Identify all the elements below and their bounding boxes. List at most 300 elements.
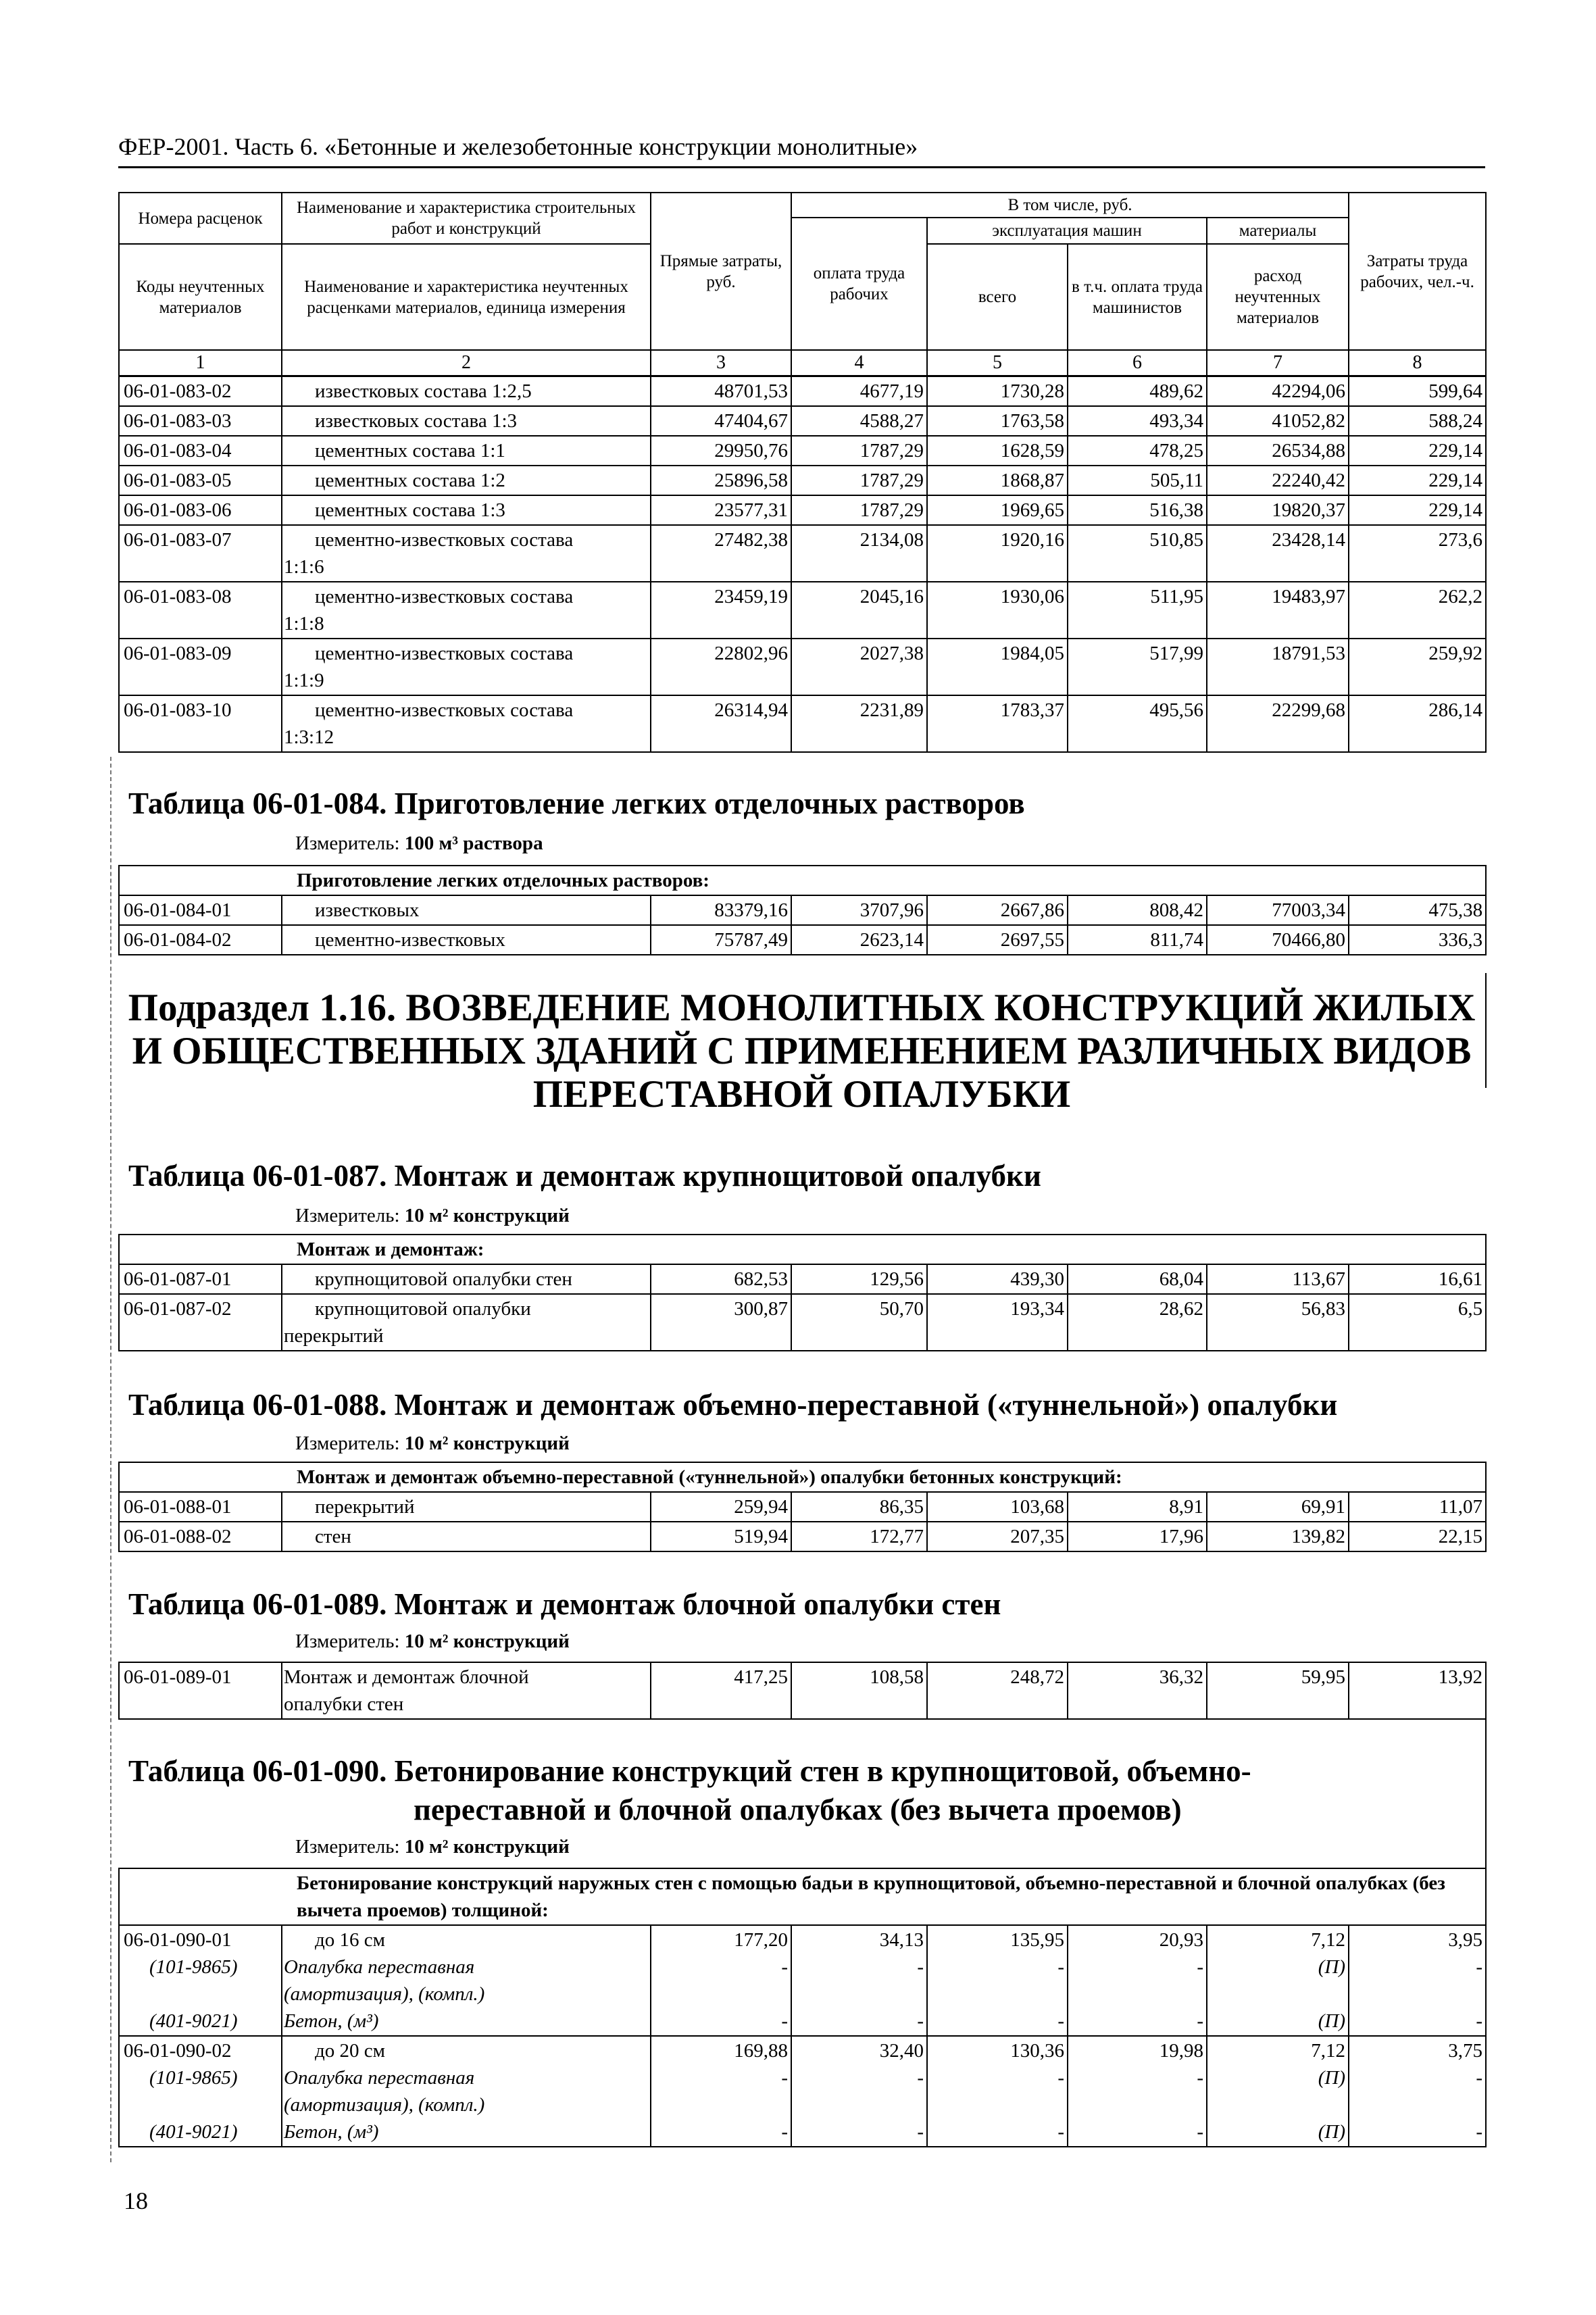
value-line	[1353, 1981, 1482, 2008]
value-cell: 6,5	[1349, 1294, 1486, 1351]
value-line: 3,75	[1448, 2040, 1482, 2062]
header-material-use: расход неучтенных материалов	[1207, 244, 1349, 350]
measure-value: 100 м³ раствора	[404, 832, 543, 854]
rate-code: 06-01-083-09	[119, 639, 282, 695]
code-line: (101-9865)	[149, 1956, 238, 1978]
value-cell: 259,94	[651, 1492, 791, 1522]
rate-code: 06-01-087-02	[119, 1294, 282, 1351]
value-cell: 229,14	[1349, 495, 1486, 525]
table-090-title	[128, 1752, 1251, 1829]
column-number: 4	[791, 350, 927, 376]
work-name	[282, 406, 651, 436]
value-cell: 22802,96	[651, 639, 791, 695]
value-cell	[1207, 2036, 1349, 2147]
table-row	[119, 925, 1486, 955]
measure-label: Измеритель:	[295, 1433, 400, 1454]
value-cell: 1930,06	[927, 582, 1068, 639]
rate-code: 06-01-083-02	[119, 376, 282, 406]
name-line: крупнощитовой опалубки стен	[315, 1268, 572, 1290]
name-line: известковых	[315, 899, 420, 921]
name-line: цементно-известковых	[315, 929, 505, 951]
section-label: Монтаж и демонтаж объемно-переставной («туннельной») опалубки бетонных конструкций:	[119, 1462, 1486, 1492]
name-line: цементно-известковых состава	[315, 529, 574, 551]
value-cell	[791, 2036, 927, 2147]
value-line	[1211, 1981, 1345, 2008]
value-cell: 68,04	[1068, 1264, 1207, 1294]
value-cell: 23428,14	[1207, 525, 1349, 582]
value-cell: 11,07	[1349, 1492, 1486, 1522]
table-row	[119, 582, 1486, 639]
table-083-header	[118, 192, 1487, 376]
value-cell: 2697,55	[927, 925, 1068, 955]
measure-value: 10 м² конструкций	[404, 1205, 570, 1226]
value-cell: 475,38	[1349, 895, 1486, 925]
rate-code	[119, 1925, 282, 2036]
work-name	[282, 582, 651, 639]
section-label: Монтаж и демонтаж:	[119, 1235, 1486, 1264]
value-cell: 1763,58	[927, 406, 1068, 436]
header-material-codes: Коды неучтенных материалов	[119, 244, 282, 350]
value-cell: 1783,37	[927, 695, 1068, 752]
table-089	[118, 1662, 1487, 1720]
value-cell	[1349, 2036, 1486, 2147]
value-line	[1353, 2091, 1482, 2118]
name-line: 1:1:9	[284, 670, 324, 691]
name-line: Опалубка переставная	[284, 2067, 475, 2089]
value-line: 177,20	[734, 1929, 788, 1951]
table-row	[119, 895, 1486, 925]
name-line: Бетон, (м³)	[284, 2121, 379, 2143]
value-cell: 489,62	[1068, 376, 1207, 406]
value-cell: 193,34	[927, 1294, 1068, 1351]
value-cell: 2667,86	[927, 895, 1068, 925]
value-line	[1072, 1981, 1203, 2008]
work-name	[282, 1522, 651, 1551]
name-line: стен	[315, 1526, 351, 1547]
value-cell: 1984,05	[927, 639, 1068, 695]
column-number: 5	[927, 350, 1068, 376]
subsection-heading	[118, 987, 1485, 1116]
value-cell	[927, 2036, 1068, 2147]
table-row	[119, 1662, 1486, 1719]
header-machines: эксплуатация машин	[927, 218, 1207, 244]
value-line: 135,95	[1010, 1929, 1064, 1951]
value-cell: 300,87	[651, 1294, 791, 1351]
page-number: 18	[124, 2187, 148, 2214]
column-number: 7	[1207, 350, 1349, 376]
section-row	[119, 1235, 1486, 1264]
value-cell: 83379,16	[651, 895, 791, 925]
value-cell: 439,30	[927, 1264, 1068, 1294]
table-row	[119, 436, 1486, 466]
rate-code: 06-01-083-06	[119, 495, 282, 525]
table-084	[118, 865, 1487, 955]
table-row	[119, 695, 1486, 752]
code-line: (401-9021)	[149, 2121, 238, 2143]
value-line: 7,12	[1311, 1929, 1345, 1951]
value-line: (П)	[1318, 2067, 1345, 2089]
value-cell: 22,15	[1349, 1522, 1486, 1551]
table-088-title: Таблица 06-01-088. Монтаж и демонтаж объемно-переставной («туннельной») опалубки	[128, 1388, 1338, 1422]
value-cell: 22240,42	[1207, 466, 1349, 495]
value-cell: 22299,68	[1207, 695, 1349, 752]
rate-code: 06-01-083-04	[119, 436, 282, 466]
rate-code: 06-01-083-07	[119, 525, 282, 582]
table-088-measure	[295, 1433, 570, 1455]
value-line: -	[917, 2121, 924, 2143]
table-090	[118, 1868, 1487, 2147]
value-cell: 113,67	[1207, 1264, 1349, 1294]
table-row	[119, 1522, 1486, 1551]
name-line: цементно-известковых состава	[315, 643, 574, 664]
value-line: 3,95	[1448, 1929, 1482, 1951]
column-number: 1	[119, 350, 282, 376]
value-line: -	[1057, 2121, 1064, 2143]
value-line	[1072, 2091, 1203, 2118]
name-line: опалубки стен	[284, 1693, 404, 1715]
table-row	[119, 466, 1486, 495]
value-cell: 478,25	[1068, 436, 1207, 466]
rate-code: 06-01-083-08	[119, 582, 282, 639]
code-line: (401-9021)	[149, 2010, 238, 2032]
value-cell: 4588,27	[791, 406, 927, 436]
table-row	[119, 1264, 1486, 1294]
value-cell: 13,92	[1349, 1662, 1486, 1719]
margin-line	[1485, 973, 1487, 1088]
value-cell: 19820,37	[1207, 495, 1349, 525]
work-name	[282, 639, 651, 695]
subsection-line: ПЕРЕСТАВНОЙ ОПАЛУБКИ	[532, 1073, 1071, 1116]
value-cell: 26314,94	[651, 695, 791, 752]
value-cell: 273,6	[1349, 525, 1486, 582]
value-cell: 2027,38	[791, 639, 927, 695]
value-cell: 262,2	[1349, 582, 1486, 639]
value-line: -	[1197, 2010, 1203, 2032]
name-line: 1:1:6	[284, 556, 324, 578]
value-cell	[1349, 1925, 1486, 2036]
value-cell: 2231,89	[791, 695, 927, 752]
value-cell: 86,35	[791, 1492, 927, 1522]
header-machines-total: всего	[927, 244, 1068, 350]
table-087	[118, 1234, 1487, 1351]
table-row	[119, 2036, 1486, 2147]
value-cell: 493,34	[1068, 406, 1207, 436]
work-name	[282, 925, 651, 955]
running-header: ФЕР-2001. Часть 6. «Бетонные и железобетонные конструкции монолитные»	[118, 133, 918, 160]
title-line: переставной и блочной опалубках (без вычета проемов)	[414, 1793, 1182, 1826]
section-row	[119, 1868, 1486, 1925]
value-line: -	[1057, 1956, 1064, 1978]
value-cell	[651, 2036, 791, 2147]
measure-value: 10 м² конструкций	[404, 1433, 570, 1454]
name-line: цементных состава 1:1	[315, 440, 505, 462]
value-cell: 56,83	[1207, 1294, 1349, 1351]
value-cell: 75787,49	[651, 925, 791, 955]
value-cell: 511,95	[1068, 582, 1207, 639]
name-line: цементно-известковых состава	[315, 586, 574, 607]
value-cell: 811,74	[1068, 925, 1207, 955]
value-cell: 599,64	[1349, 376, 1486, 406]
value-cell: 808,42	[1068, 895, 1207, 925]
measure-value: 10 м² конструкций	[404, 1836, 570, 1858]
table-row	[119, 525, 1486, 582]
rate-code: 06-01-088-01	[119, 1492, 282, 1522]
value-cell: 103,68	[927, 1492, 1068, 1522]
table-row	[119, 495, 1486, 525]
table-088	[118, 1462, 1487, 1552]
measure-label: Измеритель:	[295, 832, 400, 854]
header-worker-pay: оплата труда рабочих	[791, 218, 927, 350]
table-090-measure	[295, 1836, 570, 1858]
value-cell: 59,95	[1207, 1662, 1349, 1719]
value-line	[931, 1981, 1064, 2008]
value-cell: 50,70	[791, 1294, 927, 1351]
value-cell: 1787,29	[791, 436, 927, 466]
name-line: перекрытий	[315, 1496, 415, 1518]
value-line: -	[1197, 2067, 1203, 2089]
value-cell	[791, 1925, 927, 2036]
code-line: 06-01-090-01	[124, 1929, 232, 1951]
value-line: 19,98	[1159, 2040, 1203, 2062]
value-cell: 336,3	[1349, 925, 1486, 955]
value-line: -	[1476, 1956, 1482, 1978]
name-line: цементных состава 1:3	[315, 499, 505, 521]
value-line: -	[917, 1956, 924, 1978]
rate-code: 06-01-083-10	[119, 695, 282, 752]
code-line: 06-01-090-02	[124, 2040, 232, 2062]
value-cell: 69,91	[1207, 1492, 1349, 1522]
value-cell: 229,14	[1349, 466, 1486, 495]
name-line: известковых состава 1:3	[315, 410, 518, 432]
value-cell	[651, 1925, 791, 2036]
value-cell: 229,14	[1349, 436, 1486, 466]
value-line	[795, 2091, 924, 2118]
code-line: (101-9865)	[149, 2067, 238, 2089]
code-line	[124, 2091, 278, 2118]
table-089-measure	[295, 1631, 570, 1653]
value-line: -	[781, 2121, 788, 2143]
value-cell: 18791,53	[1207, 639, 1349, 695]
table-083-body	[118, 376, 1487, 753]
work-name	[282, 1492, 651, 1522]
value-cell: 516,38	[1068, 495, 1207, 525]
margin-dashed-line	[110, 757, 111, 2162]
table-row	[119, 1294, 1486, 1351]
header-direct-costs: Прямые затраты, руб.	[651, 193, 791, 350]
value-cell: 495,56	[1068, 695, 1207, 752]
title-line: Таблица 06-01-090. Бетонирование конструкций стен в крупнощитовой, объемно-	[128, 1754, 1251, 1788]
subsection-line: И ОБЩЕСТВЕННЫХ ЗДАНИЙ С ПРИМЕНЕНИЕМ РАЗЛИЧНЫХ ВИДОВ	[132, 1030, 1472, 1072]
value-line	[795, 1981, 924, 2008]
header-work-name: Наименование и характеристика строительных работ и конструкций	[282, 193, 651, 244]
column-number: 6	[1068, 350, 1207, 376]
value-line: 20,93	[1159, 1929, 1203, 1951]
value-cell: 517,99	[1068, 639, 1207, 695]
value-line: 34,13	[879, 1929, 924, 1951]
name-line: до 16 см	[315, 1929, 385, 1951]
measure-label: Измеритель:	[295, 1631, 400, 1652]
value-cell: 23459,19	[651, 582, 791, 639]
value-cell: 2623,14	[791, 925, 927, 955]
value-cell: 41052,82	[1207, 406, 1349, 436]
value-cell	[927, 1925, 1068, 2036]
section-label: Бетонирование конструкций наружных стен с помощью бадьи в крупнощитовой, объемно-переставной и блочной опалубках (без вычета проемов) толщиной:	[119, 1868, 1486, 1925]
name-line: Бетон, (м³)	[284, 2010, 379, 2032]
value-cell	[1068, 2036, 1207, 2147]
value-cell: 108,58	[791, 1662, 927, 1719]
value-cell	[1068, 1925, 1207, 2036]
value-cell: 286,14	[1349, 695, 1486, 752]
value-cell: 4677,19	[791, 376, 927, 406]
name-line: перекрытий	[284, 1325, 384, 1347]
table-084-measure	[295, 832, 543, 855]
value-cell: 1787,29	[791, 466, 927, 495]
value-line: -	[781, 1956, 788, 1978]
work-name	[282, 1294, 651, 1351]
header-including: В том числе, руб.	[791, 193, 1349, 218]
name-line: цементных состава 1:2	[315, 470, 505, 491]
value-line	[931, 2091, 1064, 2118]
value-cell: 47404,67	[651, 406, 791, 436]
name-line: (амортизация), (компл.)	[284, 1983, 485, 2005]
table-row	[119, 406, 1486, 436]
value-cell: 505,11	[1068, 466, 1207, 495]
rate-code: 06-01-089-01	[119, 1662, 282, 1719]
value-line: -	[1476, 2010, 1482, 2032]
rate-code: 06-01-083-05	[119, 466, 282, 495]
value-line: -	[1476, 2121, 1482, 2143]
work-name	[282, 436, 651, 466]
value-line: -	[1476, 2067, 1482, 2089]
value-cell: 1787,29	[791, 495, 927, 525]
name-line: (амортизация), (компл.)	[284, 2094, 485, 2116]
name-line: Монтаж и демонтаж блочной	[284, 1666, 529, 1688]
header-rule	[118, 166, 1485, 168]
value-cell: 248,72	[927, 1662, 1068, 1719]
value-cell: 26534,88	[1207, 436, 1349, 466]
section-row	[119, 1462, 1486, 1492]
column-number: 2	[282, 350, 651, 376]
value-cell: 510,85	[1068, 525, 1207, 582]
value-line: (П)	[1318, 2010, 1345, 2032]
work-name	[282, 2036, 651, 2147]
column-number: 8	[1349, 350, 1486, 376]
header-materials: материалы	[1207, 218, 1349, 244]
value-cell: 25896,58	[651, 466, 791, 495]
value-cell: 48701,53	[651, 376, 791, 406]
table-row	[119, 376, 1486, 406]
work-name	[282, 376, 651, 406]
measure-value: 10 м² конструкций	[404, 1631, 570, 1652]
value-cell: 417,25	[651, 1662, 791, 1719]
value-cell: 27482,38	[651, 525, 791, 582]
value-cell	[1207, 1925, 1349, 2036]
name-line: до 20 см	[315, 2040, 385, 2062]
value-line: -	[917, 2010, 924, 2032]
name-line: крупнощитовой опалубки	[315, 1298, 531, 1320]
value-cell: 172,77	[791, 1522, 927, 1551]
value-cell: 8,91	[1068, 1492, 1207, 1522]
rate-code	[119, 2036, 282, 2147]
name-line: цементно-известковых состава	[315, 699, 574, 721]
value-cell: 3707,96	[791, 895, 927, 925]
value-cell: 17,96	[1068, 1522, 1207, 1551]
value-cell: 19483,97	[1207, 582, 1349, 639]
value-line: -	[1057, 2067, 1064, 2089]
name-line: Опалубка переставная	[284, 1956, 475, 1978]
value-cell: 519,94	[651, 1522, 791, 1551]
rate-code: 06-01-084-02	[119, 925, 282, 955]
value-line: (П)	[1318, 2121, 1345, 2143]
value-line: -	[781, 2067, 788, 2089]
value-cell: 139,82	[1207, 1522, 1349, 1551]
rate-code: 06-01-084-01	[119, 895, 282, 925]
name-line: 1:3:12	[284, 726, 334, 748]
value-cell: 2134,08	[791, 525, 927, 582]
column-number: 3	[651, 350, 791, 376]
work-name	[282, 466, 651, 495]
value-cell: 29950,76	[651, 436, 791, 466]
column-number-row	[119, 350, 1486, 376]
value-cell: 36,32	[1068, 1662, 1207, 1719]
work-name	[282, 495, 651, 525]
header-material-names: Наименование и характеристика неучтенных расценками материалов, единица измерения	[282, 244, 651, 350]
value-line: -	[1057, 2010, 1064, 2032]
work-name	[282, 1662, 651, 1719]
value-cell: 588,24	[1349, 406, 1486, 436]
value-line: 169,88	[734, 2040, 788, 2062]
work-name	[282, 695, 651, 752]
table-087-measure	[295, 1205, 570, 1227]
work-name	[282, 1264, 651, 1294]
value-line: 32,40	[879, 2040, 924, 2062]
work-name	[282, 1925, 651, 2036]
name-line: 1:1:8	[284, 613, 324, 634]
table-089-title: Таблица 06-01-089. Монтаж и демонтаж блочной опалубки стен	[128, 1587, 1001, 1621]
work-name	[282, 895, 651, 925]
value-line: 130,36	[1010, 2040, 1064, 2062]
value-line: -	[1197, 1956, 1203, 1978]
value-cell: 1868,87	[927, 466, 1068, 495]
rate-code: 06-01-088-02	[119, 1522, 282, 1551]
rate-code: 06-01-087-01	[119, 1264, 282, 1294]
name-line: известковых состава 1:2,5	[315, 380, 532, 402]
value-line: -	[1197, 2121, 1203, 2143]
rate-code: 06-01-083-03	[119, 406, 282, 436]
value-cell: 1628,59	[927, 436, 1068, 466]
value-line: (П)	[1318, 1956, 1345, 1978]
table-row	[119, 1925, 1486, 2036]
header-rate-numbers: Номера расценок	[119, 193, 282, 244]
header-labor-costs: Затраты труда рабочих, чел.-ч.	[1349, 193, 1486, 350]
value-cell: 23577,31	[651, 495, 791, 525]
value-line	[655, 2091, 788, 2118]
value-cell: 259,92	[1349, 639, 1486, 695]
section-label: Приготовление легких отделочных растворов:	[119, 866, 1486, 895]
value-cell: 2045,16	[791, 582, 927, 639]
measure-label: Измеритель:	[295, 1205, 400, 1226]
table-087-title: Таблица 06-01-087. Монтаж и демонтаж крупнощитовой опалубки	[128, 1159, 1041, 1193]
value-line	[1211, 2091, 1345, 2118]
value-line: 7,12	[1311, 2040, 1345, 2062]
value-cell: 129,56	[791, 1264, 927, 1294]
value-line: -	[781, 2010, 788, 2032]
measure-label: Измеритель:	[295, 1836, 400, 1858]
table-row	[119, 639, 1486, 695]
value-cell: 70466,80	[1207, 925, 1349, 955]
table-084-title: Таблица 06-01-084. Приготовление легких отделочных растворов	[128, 787, 1025, 820]
value-cell: 16,61	[1349, 1264, 1486, 1294]
